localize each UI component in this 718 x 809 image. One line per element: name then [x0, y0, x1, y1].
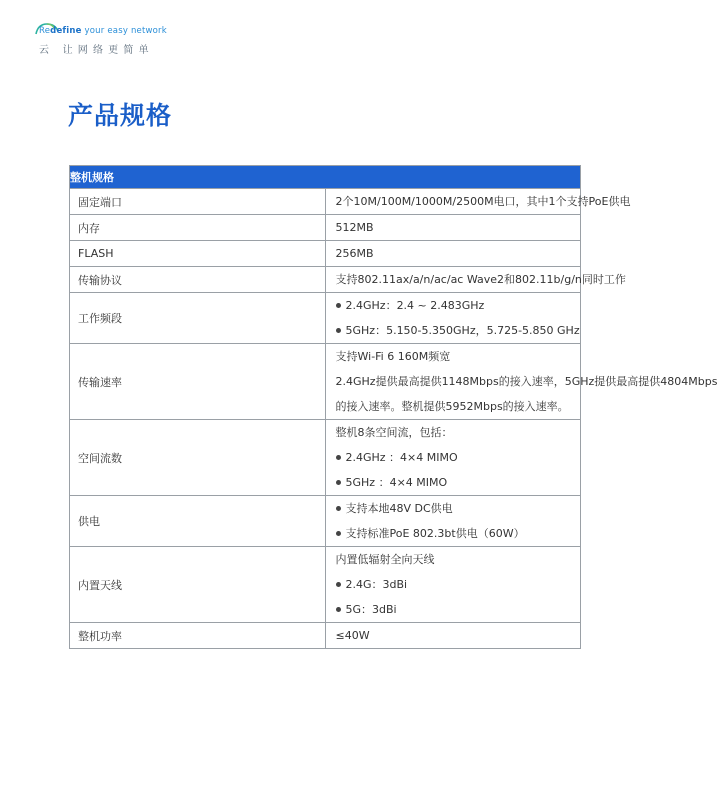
value-line: 2.4GHz提供最高提供1148Mbps的接入速率，5GHz提供最高提供4804Mbps	[335, 375, 718, 388]
value-line: 支持Wi-Fi 6 160M频宽	[335, 350, 451, 363]
spec-table-header: 整机规格	[70, 166, 581, 189]
value-line: 2.4GHz：2.4 ~ 2.483GHz	[336, 293, 581, 318]
bullet-icon	[336, 480, 341, 485]
value-line: 整机8条空间流，包括：	[335, 426, 453, 439]
table-row	[70, 420, 581, 496]
brand-tagline: Redefine your easy network	[39, 26, 167, 36]
spec-table	[69, 165, 718, 649]
bullet-icon	[336, 455, 341, 460]
row-label: FLASH	[70, 241, 326, 267]
value-line: 256MB	[335, 247, 374, 260]
value-line: 5G：3dBi	[336, 597, 581, 622]
table-row	[70, 547, 581, 623]
table-row	[70, 267, 581, 293]
bullet-icon	[336, 506, 341, 511]
value-line: 5GHz ：4×4 MIMO	[336, 470, 581, 495]
row-label: 整机功率	[70, 623, 326, 649]
value-line: 5GHz：5.150-5.350GHz，5.725-5.850 GHz	[336, 318, 581, 343]
value-line: 内置低辐射全向天线	[335, 553, 435, 566]
table-row	[70, 293, 581, 344]
value-line: 支持802.11ax/a/n/ac/ac Wave2和802.11b/g/n同时工作	[335, 273, 626, 286]
row-value	[325, 344, 718, 420]
value-line: 512MB	[335, 221, 374, 234]
brand-chinese-slogan: 云 让网络更简单	[39, 45, 154, 56]
row-value	[325, 215, 581, 241]
table-row	[70, 241, 581, 267]
value-line: 2.4G：3dBi	[336, 572, 581, 597]
row-label: 供电	[70, 496, 326, 547]
bullet-icon	[336, 607, 341, 612]
row-value	[325, 623, 581, 649]
value-line: 支持本地48V DC供电	[336, 496, 581, 521]
table-row	[70, 189, 581, 215]
row-label: 内置天线	[70, 547, 326, 623]
table-row	[70, 623, 581, 649]
row-value	[325, 241, 581, 267]
value-line: ≤40W	[335, 629, 370, 642]
row-value	[325, 420, 581, 496]
row-label: 传输速率	[70, 344, 326, 420]
bullet-icon	[336, 531, 341, 536]
row-value	[325, 547, 581, 623]
value-line: 2个10M/100M/1000M/2500M电口，其中1个支持PoE供电	[335, 195, 631, 208]
value-line: 的接入速率。整机提供5952Mbps的接入速率。	[335, 400, 569, 413]
row-label: 传输协议	[70, 267, 326, 293]
row-value	[325, 293, 581, 344]
spec-table-header-row	[70, 166, 581, 189]
bullet-icon	[336, 303, 341, 308]
table-row	[70, 344, 581, 420]
row-value	[325, 267, 626, 293]
bullet-icon	[336, 328, 341, 333]
row-label: 固定端口	[70, 189, 326, 215]
row-value	[325, 496, 581, 547]
row-label: 内存	[70, 215, 326, 241]
value-line: 2.4GHz ：4×4 MIMO	[336, 445, 581, 470]
bullet-icon	[336, 582, 341, 587]
row-value	[325, 189, 631, 215]
table-row	[70, 215, 581, 241]
row-label: 工作频段	[70, 293, 326, 344]
value-line: 支持标准PoE 802.3bt供电（60W）	[336, 521, 581, 546]
row-label: 空间流数	[70, 420, 326, 496]
table-row	[70, 496, 581, 547]
page-title: 产品规格	[68, 101, 173, 130]
